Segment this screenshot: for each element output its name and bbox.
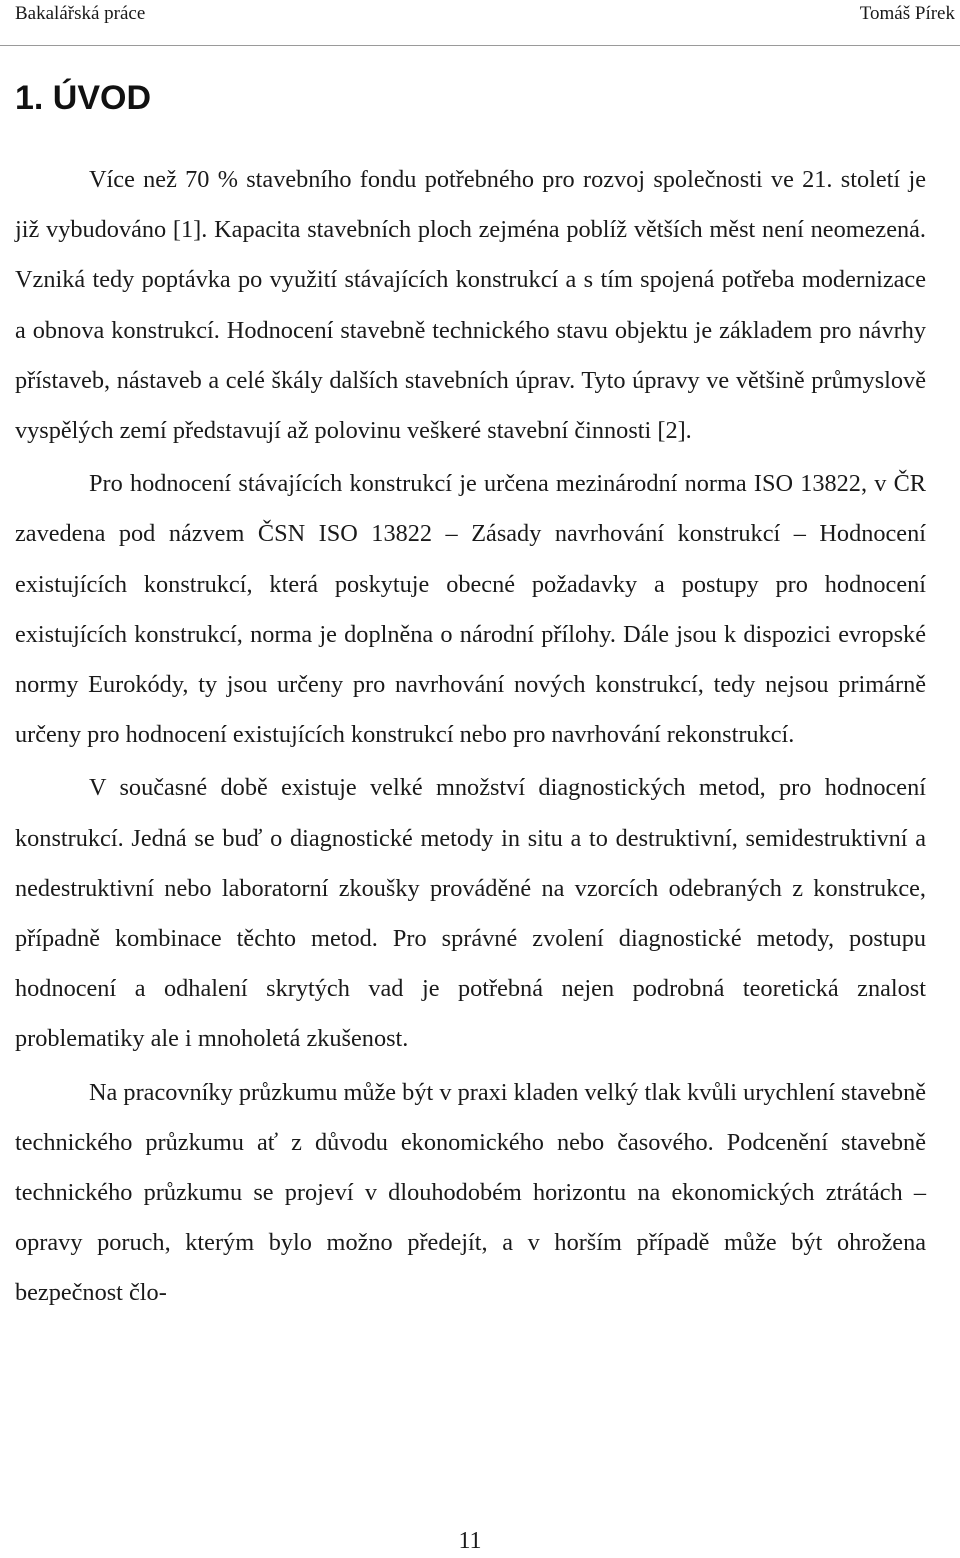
paragraph-3: V současné době existuje velké množství diagnostických metod, pro hodnocení konstrukcí. Jedná se buď o diagnostické metody in situ a to destruktivní, semidestruktivní a nedestruktivní nebo laboratorní zkoušky prováděné na vzorcích odebraných z konstrukce, případně kombinace těchto metod. Pro správné zvolení diagnostické metody, postupu hodnocení a odhalení skrytých vad je potřebná nejen podrobná teoretická znalost problematiky ale i mnoholetá zkušenost. (15, 774, 926, 1053)
header-divider (0, 45, 960, 46)
chapter-heading: 1. ÚVOD (15, 79, 152, 117)
header-author: Tomáš Pírek (859, 3, 955, 24)
page-number: 11 (458, 1528, 482, 1554)
body-text (15, 155, 926, 1319)
header-document-type: Bakalářská práce (15, 3, 146, 24)
paragraph-2: Pro hodnocení stávajících konstrukcí je určena mezinárodní norma ISO 13822, v ČR zavedena pod názvem ČSN ISO 13822 – Zásady navrhování konstrukcí – Hodnocení existujících konstrukcí, která poskytuje obecné požadavky a postupy pro hodnocení existujících konstrukcí, norma je doplněna o národní přílohy. Dále jsou k dispozici evropské normy Eurokódy, ty jsou určeny pro navrhování nových konstrukcí, tedy nejsou primárně určeny pro hodnocení existujících konstrukcí nebo pro navrhování rekonstrukcí. (15, 470, 926, 749)
paragraph-4: Na pracovníky průzkumu může být v praxi kladen velký tlak kvůli urychlení stavebně technického průzkumu ať z důvodu ekonomického nebo časového. Podcenění stavebně technického průzkumu se projeví v dlouhodobém horizontu na ekonomických ztrátách – opravy poruch, kterým bylo možno předejít, a v horším případě může být ohrožena bezpečnost člo- (15, 1078, 926, 1307)
page-header (15, 2, 955, 30)
paragraph-1: Více než 70 % stavebního fondu potřebného pro rozvoj společnosti ve 21. století je již vybudováno [1]. Kapacita stavebních ploch zejména poblíž větších měst není neomezená. Vzniká tedy poptávka po využití stávajících konstrukcí a s tím spojená potřeba modernizace a obnova konstrukcí. Hodnocení stavebně technického stavu objektu je základem pro návrhy přístaveb, nástaveb a celé škály dalších stavebních úprav. Tyto úpravy ve většině průmyslově vyspělých zemí představují až polovinu veškeré stavební činnosti [2]. (15, 166, 926, 445)
